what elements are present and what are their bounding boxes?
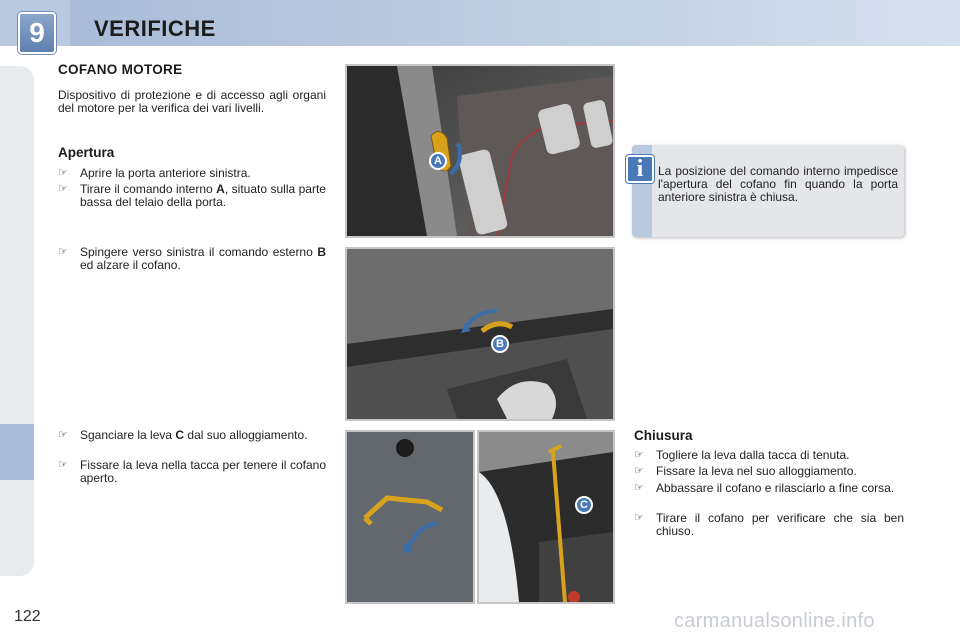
prop-rod-engaged-photo xyxy=(477,430,615,604)
intro-paragraph: Dispositivo di protezione e di accesso agli organi del motore per la verifica dei vari livelli. xyxy=(58,88,326,115)
pointing-hand-icon: ☞ xyxy=(58,429,68,441)
closing-step-1: ☞ Togliere la leva dalla tacca di tenuta. xyxy=(634,448,850,462)
closing-title: Chiusura xyxy=(634,428,693,443)
pointing-hand-icon: ☞ xyxy=(634,465,644,477)
prop-rod-housing-photo xyxy=(345,430,475,604)
chapter-side-rail xyxy=(0,66,34,576)
pointing-hand-icon: ☞ xyxy=(58,459,68,471)
opening-title: Apertura xyxy=(58,145,115,160)
opening-step-3: ☞ Spingere verso sinistra il comando esterno B ed alzare il cofano. xyxy=(58,245,326,272)
chapter-tab-marker xyxy=(0,424,34,480)
callout-c: C xyxy=(575,496,593,514)
hood-release-photo xyxy=(345,247,615,421)
watermark: carmanualsonline.info xyxy=(674,610,875,632)
pointing-hand-icon: ☞ xyxy=(634,482,644,494)
opening-step-1: ☞ Aprire la porta anteriore sinistra. xyxy=(58,166,251,180)
page-title: VERIFICHE xyxy=(94,16,216,41)
pointing-hand-icon: ☞ xyxy=(58,246,68,258)
door-release-illustration xyxy=(347,66,613,236)
prop-rod-housing-illustration xyxy=(347,432,473,602)
closing-step-4: ☞ Tirare il cofano per verificare che sia ben chiuso. xyxy=(634,511,904,538)
pointing-hand-icon: ☞ xyxy=(58,183,68,195)
support-step-2: ☞ Fissare la leva nella tacca per tenere il cofano aperto. xyxy=(58,458,326,485)
support-step-1: ☞ Sganciare la leva C dal suo alloggiamento. xyxy=(58,428,308,442)
closing-step-3: ☞ Abbassare il cofano e rilasciarlo a fine corsa. xyxy=(634,481,895,495)
page-number: 122 xyxy=(14,608,41,625)
info-icon: i xyxy=(626,155,654,183)
prop-rod-engaged-illustration xyxy=(479,432,613,602)
opening-step-2: ☞ Tirare il comando interno A, situato sulla parte bassa del telaio della porta. xyxy=(58,182,326,209)
pointing-hand-icon: ☞ xyxy=(58,167,68,179)
callout-a: A xyxy=(429,152,447,170)
callout-b: B xyxy=(491,335,509,353)
chapter-badge xyxy=(18,12,56,54)
pointing-hand-icon: ☞ xyxy=(634,449,644,461)
door-release-photo xyxy=(345,64,615,238)
hood-release-illustration xyxy=(347,249,613,419)
pointing-hand-icon: ☞ xyxy=(634,512,644,524)
chapter-number: 9 xyxy=(29,17,45,48)
closing-step-2: ☞ Fissare la leva nel suo alloggiamento. xyxy=(634,464,857,478)
section-title: COFANO MOTORE xyxy=(58,62,183,77)
info-text: La posizione del comando interno impedisce l'apertura del cofano fin quando la porta anteriore sinistra è chiusa. xyxy=(658,164,898,204)
